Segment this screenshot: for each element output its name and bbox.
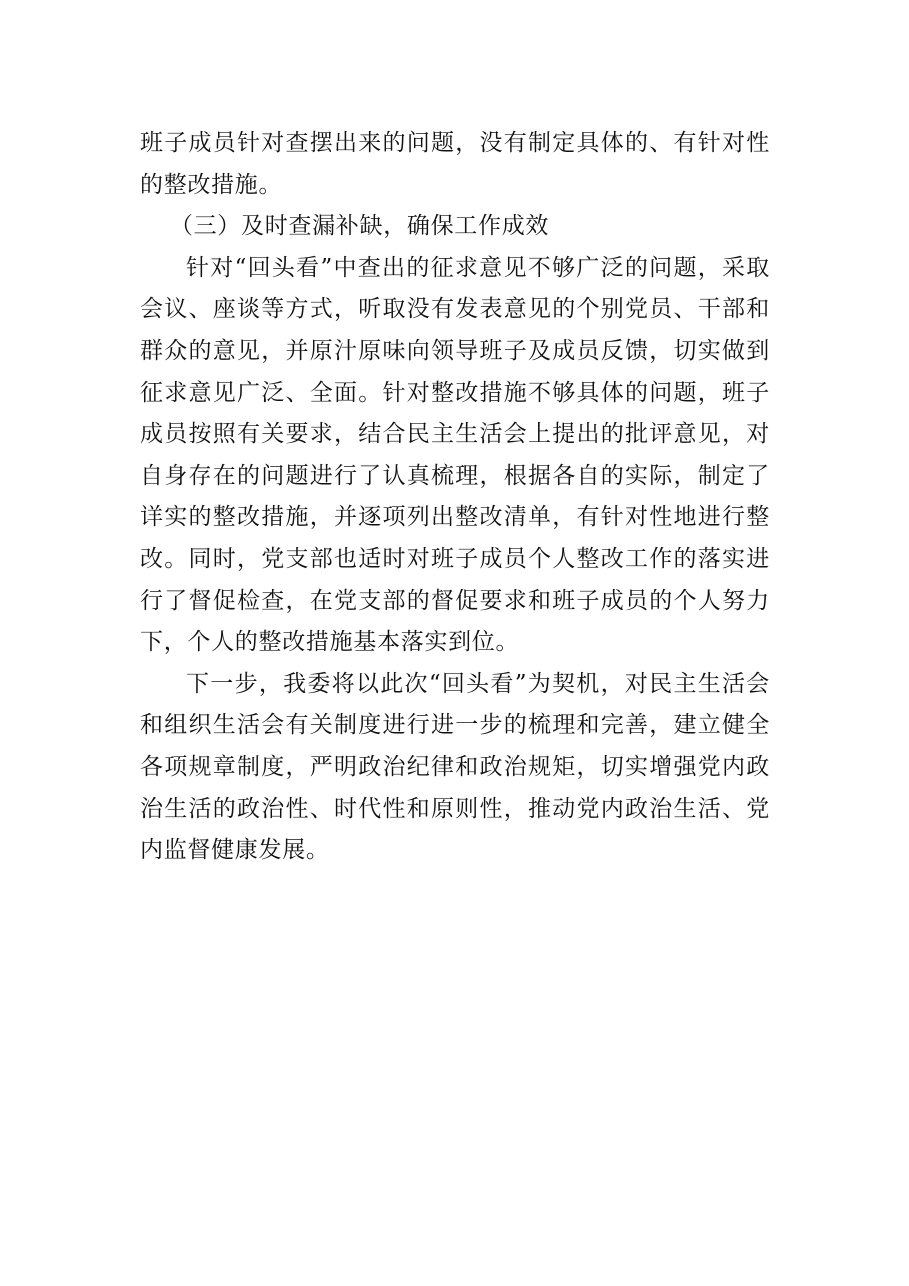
paragraph-next-step: 下一步，我委将以此次“回头看”为契机，对民主生活会和组织生活会有关制度进行进一步的梳理和完善，建立健全各项规章制度，严明政治纪律和政治规矩，切实增强党内政治生活的政治性、时代性和原则性，推动党内政治生活、党内监督健康发展。 <box>140 670 770 864</box>
paragraph-continuation: 班子成员针对查摆出来的问题，没有制定具体的、有针对性的整改措施。 <box>140 130 770 198</box>
paragraph-rectification: 针对“回头看”中查出的征求意见不够广泛的问题，采取会议、座谈等方式，听取没有发表意见的个别党员、干部和群众的意见，并原汁原味向领导班子及成员反馈，切实做到征求意见广泛、全面。针对整改措施不够具体的问题，班子成员按照有关要求，结合民主生活会上提出的批评意见，对自身存在的问题进行了认真梳理，根据各自的实际，制定了详实的整改措施，并逐项列出整改清单，有针对性地进行整改。同时，党支部也适时对班子成员个人整改工作的落实进行了督促检查，在党支部的督促要求和班子成员的个人努力下，个人的整改措施基本落实到位。 <box>140 254 770 656</box>
section-heading: （三）及时查漏补缺，确保工作成效 <box>169 213 550 240</box>
document-body <box>140 123 770 872</box>
